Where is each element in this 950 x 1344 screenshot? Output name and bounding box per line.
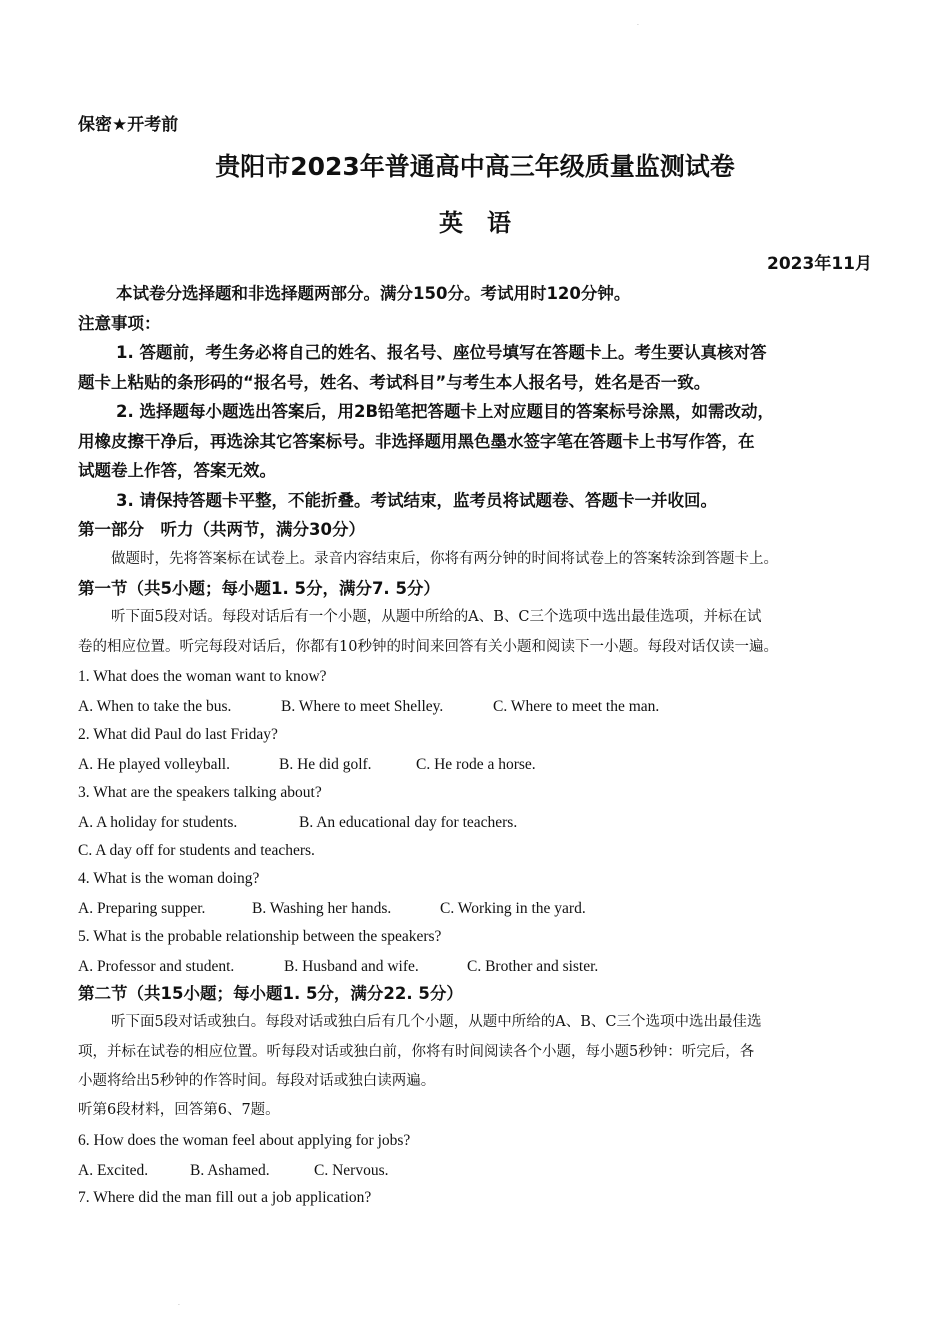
part-1-instruction: 做题时，先将答案标在试卷上。录音内容结束后，你将有两分钟的时间将试卷上的答案转涂到答题卡上。	[111, 551, 778, 567]
question-2-option-c[interactable]: C. He rode a horse.	[416, 756, 536, 773]
subject-title: 英 语	[439, 209, 511, 237]
question-3-options	[78, 814, 878, 832]
question-3-stem: 3. What are the speakers talking about?	[78, 784, 322, 801]
question-3-option-a[interactable]: A. A holiday for students.	[78, 814, 238, 831]
section-2-instruction-line-3: 小题将给出5秒钟的作答时间。每段对话或独白读两遍。	[78, 1073, 436, 1089]
question-6-stem: 6. How does the woman feel about applying for jobs?	[78, 1132, 411, 1149]
question-7-stem: 7. Where did the man fill out a job application?	[78, 1189, 372, 1206]
question-1-stem: 1. What does the woman want to know?	[78, 668, 327, 685]
question-3-option-b[interactable]: B. An educational day for teachers.	[299, 814, 518, 831]
note-1-line-2: 题卡上粘贴的条形码的“报名号，姓名、考试科目”与考生本人报名号，姓名是否一致。	[78, 373, 711, 392]
exam-date: 2023年11月	[767, 254, 872, 274]
question-6-option-b[interactable]: B. Ashamed.	[190, 1162, 270, 1179]
section-1-heading: 第一节（共5小题；每小题1. 5分，满分7. 5分）	[78, 579, 440, 598]
question-4-option-a[interactable]: A. Preparing supper.	[78, 900, 206, 917]
notes-heading: 注意事项：	[78, 314, 161, 333]
section-2-heading: 第二节（共15小题；每小题1. 5分，满分22. 5分）	[78, 984, 463, 1003]
section-2-instruction-line-1: 听下面5段对话或独白。每段对话或独白后有几个小题，从题中所给的A、B、C三个选项中选出最佳选	[111, 1014, 762, 1030]
exam-title: 贵阳市2023年普通高中高三年级质量监测试卷	[215, 152, 735, 181]
note-3: 3. 请保持答题卡平整，不能折叠。考试结束，监考员将试题卷、答题卡一并收回。	[116, 491, 717, 510]
question-5-options	[78, 958, 878, 976]
section-1-instruction-line-1: 听下面5段对话。每段对话后有一个小题，从题中所给的A、B、C三个选项中选出最佳选项，并标在试	[111, 609, 762, 625]
question-2-option-b[interactable]: B. He did golf.	[279, 756, 372, 773]
question-2-option-a[interactable]: A. He played volleyball.	[78, 756, 230, 773]
question-5-option-c[interactable]: C. Brother and sister.	[467, 958, 599, 975]
note-1-line-1: 1. 答题前，考生务必将自己的姓名、报名号、座位号填写在答题卡上。考生要认真核对答	[116, 343, 767, 362]
material-6-label: 听第6段材料，回答第6、7题。	[78, 1102, 280, 1118]
note-2-line-3: 试题卷上作答，答案无效。	[78, 461, 276, 480]
note-2-line-1: 2. 选择题每小题选出答案后，用2B铅笔把答题卡上对应题目的答案标号涂黑，如需改动，	[116, 402, 775, 421]
question-1-option-c[interactable]: C. Where to meet the man.	[493, 698, 660, 715]
intro-text: 本试卷分选择题和非选择题两部分。满分150分。考试用时120分钟。	[116, 284, 631, 303]
part-1-heading: 第一部分 听力（共两节，满分30分）	[78, 520, 365, 539]
question-4-option-b[interactable]: B. Washing her hands.	[252, 900, 392, 917]
question-5-stem: 5. What is the probable relationship between the speakers?	[78, 928, 442, 945]
section-2-instruction-line-2: 项，并标在试卷的相应位置。听每段对话或独白前，你将有时间阅读各个小题，每小题5秒钟：听完后，各	[78, 1044, 755, 1060]
question-2-options	[78, 756, 878, 774]
question-4-option-c[interactable]: C. Working in the yard.	[440, 900, 586, 917]
question-1-options	[78, 698, 878, 716]
question-2-stem: 2. What did Paul do last Friday?	[78, 726, 278, 743]
section-1-instruction-line-2: 卷的相应位置。听完每段对话后，你都有10秒钟的时间来回答有关小题和阅读下一小题。每段对话仅读一遍。	[78, 639, 778, 655]
scan-speck: ·	[178, 1302, 180, 1309]
question-1-option-b[interactable]: B. Where to meet Shelley.	[281, 698, 444, 715]
question-6-option-a[interactable]: A. Excited.	[78, 1162, 149, 1179]
question-4-stem: 4. What is the woman doing?	[78, 870, 260, 887]
question-6-options	[78, 1162, 878, 1180]
note-2-line-2: 用橡皮擦干净后，再选涂其它答案标号。非选择题用黑色墨水签字笔在答题卡上书写作答，在	[78, 432, 755, 451]
question-3-option-c[interactable]: C. A day off for students and teachers.	[78, 842, 315, 859]
question-1-option-a[interactable]: A. When to take the bus.	[78, 698, 232, 715]
scan-speck: ·	[637, 22, 639, 29]
question-5-option-b[interactable]: B. Husband and wife.	[284, 958, 419, 975]
confidential-label: 保密★开考前	[78, 115, 179, 135]
question-6-option-c[interactable]: C. Nervous.	[314, 1162, 389, 1179]
question-4-options	[78, 900, 878, 918]
question-5-option-a[interactable]: A. Professor and student.	[78, 958, 235, 975]
